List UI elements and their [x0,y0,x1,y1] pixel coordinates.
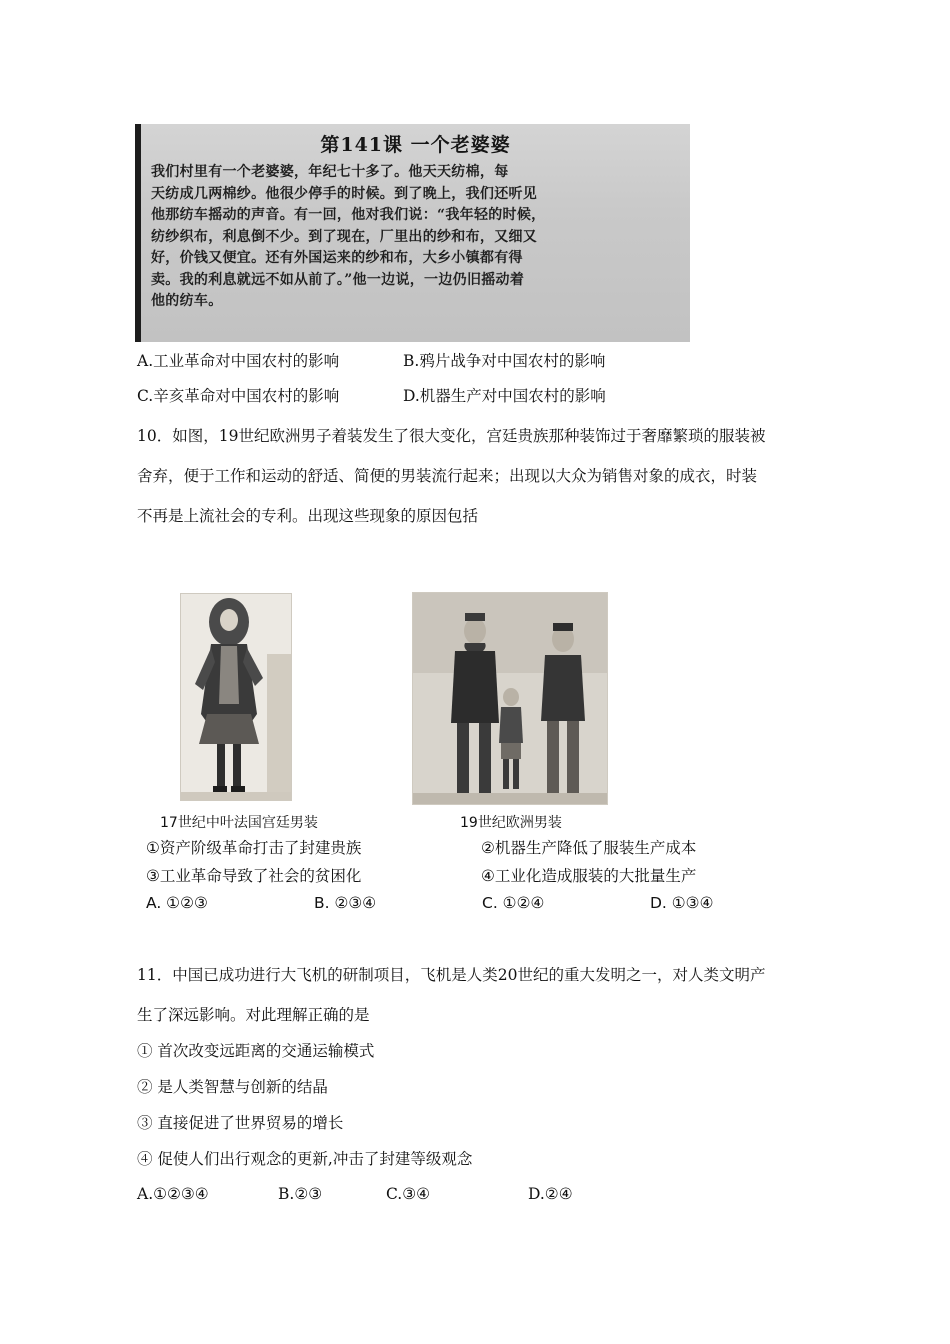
scan-line: 纺纱织布，利息倒不少。到了现在，厂里出的纱和布，又细又 [151,228,538,245]
q9-option-b: B.鸦片战争对中国农村的影响 [403,352,606,370]
q11-option-c: C.③④ [386,1185,431,1203]
scan-line: 他的纺车。 [151,293,223,309]
scan-line: 他那纺车摇动的声音。有一回，他对我们说：“我年轻的时候， [151,207,546,223]
q11-option-b: B.②③ [278,1185,323,1203]
q11-text-line: 生了深远影响。对此理解正确的是 [137,1006,370,1024]
q10-option-c: C. ①②④ [482,894,545,912]
scan-title: 第141课 一个老婆婆 [320,134,511,156]
scan-line: 天纺成几两棉纱。他很少停手的时候。到了晚上，我们还听见 [151,185,538,202]
q10-statement-1: ①资产阶级革命打击了封建贵族 [146,839,362,857]
q9-option-d: D.机器生产对中国农村的影响 [403,387,606,405]
textbook-scan-image [135,124,690,342]
q11-option-a: A.①②③④ [137,1185,209,1203]
q9-option-a: A.工业革命对中国农村的影响 [137,352,340,370]
q9-option-c: C.辛亥革命对中国农村的影响 [137,387,340,405]
caption-left: 17世纪中叶法国宫廷男装 [160,815,318,831]
q11-statement: ② 是人类智慧与创新的结晶 [137,1078,328,1096]
european-costume-illustration [413,593,608,805]
q11-option-d: D.②④ [528,1185,573,1203]
scan-line: 好，价钱又便宜。还有外国运来的纱和布，大乡小镇都有得 [151,250,523,266]
court-costume-illustration [181,594,292,801]
q10-option-a: A. ①②③ [146,894,208,912]
scan-body [151,162,690,313]
q10-option-d: D. ①③④ [650,894,714,912]
q10-text-line: 10．如图，19世纪欧洲男子着装发生了很大变化，宫廷贵族那种装饰过于奢靡繁琐的服装被 [137,427,766,445]
q10-option-b: B. ②③④ [314,894,377,912]
q10-statement-3: ③工业革命导致了社会的贫困化 [146,867,362,885]
q11-statement: ④ 促使人们出行观念的更新,冲击了封建等级观念 [137,1150,473,1168]
q11-statement: ① 首次改变远距离的交通运输模式 [137,1042,375,1060]
court-costume-picture [180,593,292,801]
european-costume-picture [412,592,608,805]
caption-right: 19世纪欧洲男装 [460,815,562,831]
q10-text-line: 不再是上流社会的专利。出现这些现象的原因包括 [137,507,479,525]
q11-statement: ③ 直接促进了世界贸易的增长 [137,1114,344,1132]
scan-line: 我们村里有一个老婆婆，年纪七十多了。他天天纺棉，每 [151,164,509,180]
q11-text-line: 11．中国已成功进行大飞机的研制项目，飞机是人类20世纪的重大发明之一，对人类文明产 [137,966,766,984]
scan-line: 卖。我的利息就远不如从前了。”他一边说，一边仍旧摇动着 [151,271,525,288]
q10-text-line: 舍弃，便于工作和运动的舒适、简便的男装流行起来；出现以大众为销售对象的成衣，时装 [137,467,758,485]
q10-statement-4: ④工业化造成服装的大批量生产 [481,867,697,885]
q10-statement-2: ②机器生产降低了服装生产成本 [481,839,697,857]
